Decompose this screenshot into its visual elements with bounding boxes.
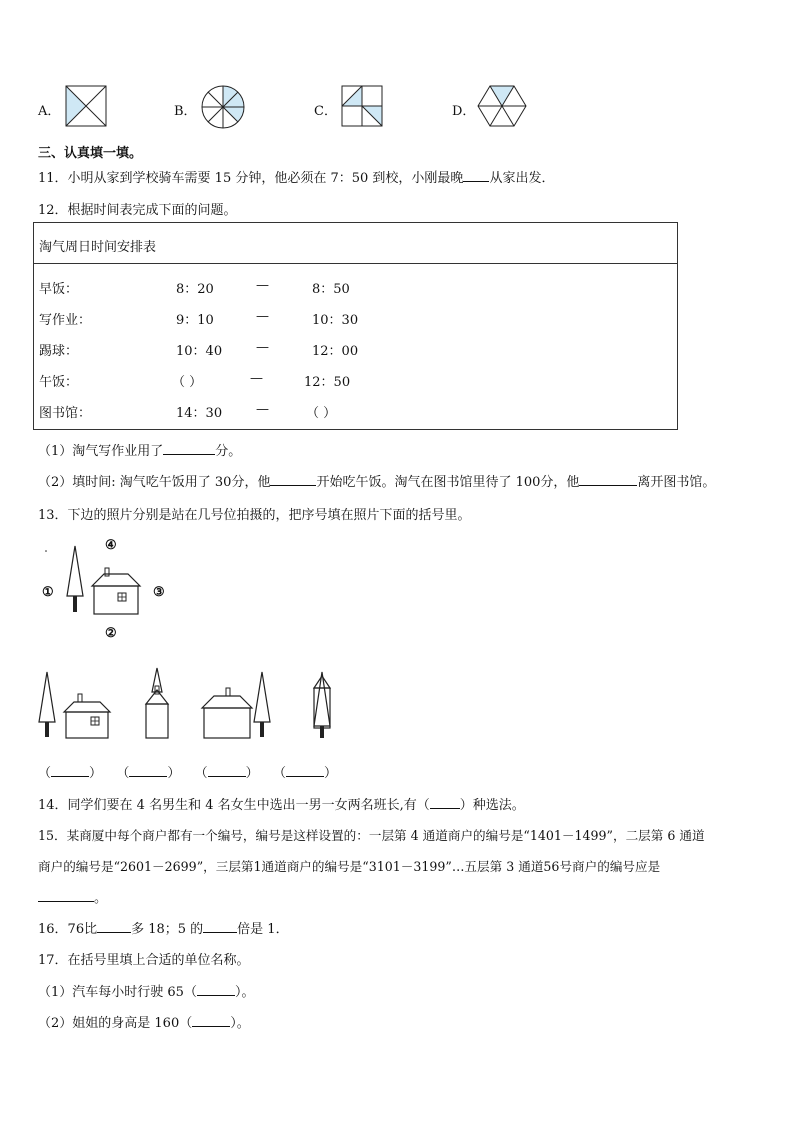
row-dash: —	[250, 371, 263, 386]
house-roof	[92, 574, 140, 586]
row-start: 8：20	[176, 282, 214, 297]
row-end: 10：30	[312, 313, 359, 328]
row-label: 写作业：	[39, 313, 92, 328]
row-start[interactable]: （ ）	[172, 375, 203, 390]
row-start: 10：40	[176, 344, 223, 359]
q17-sub2-text: （2）姐姐的身高是 160（	[38, 1016, 193, 1031]
row-label: 早饭：	[39, 282, 79, 297]
q11-text-start: 11．小明从家到学校骑车需要 15 分钟，他必须在 7：50 到校，小刚最晚	[38, 171, 464, 186]
q17-sub2	[38, 1012, 250, 1031]
photo-4	[314, 672, 330, 738]
q11-text-end: 从家出发．	[489, 171, 555, 186]
q17-sub1	[38, 981, 254, 1000]
photos-row	[36, 664, 356, 744]
q12-sub1	[38, 440, 241, 459]
position-2: ②	[105, 626, 117, 641]
q16-blank-1[interactable]	[97, 919, 131, 933]
hexagon-sixths-figure	[477, 84, 527, 128]
photo-3	[202, 672, 270, 738]
question-12: 12．根据时间表完成下面的问题。	[38, 203, 237, 218]
row-label: 午饭：	[39, 375, 79, 390]
question-15-line-3	[38, 887, 107, 906]
q12-sub2-text-a: （2）填时间: 淘气吃午饭用了 30分，他	[38, 475, 271, 490]
q17-sub2-end: ）。	[230, 1016, 250, 1031]
q12-sub2-text-c: 离开图书馆。	[637, 475, 716, 490]
q15-end: 。	[94, 891, 108, 906]
row-label: 踢球：	[39, 344, 79, 359]
photo-1	[39, 672, 110, 738]
row-label: 图书馆：	[39, 406, 92, 421]
square-x-quarter-figure	[64, 84, 108, 128]
q11-blank[interactable]	[463, 168, 489, 182]
q15-blank[interactable]	[38, 888, 94, 902]
q16-text-a: 16．76比	[38, 922, 98, 937]
q17-sub1-blank[interactable]	[197, 982, 235, 996]
timetable-divider	[33, 263, 678, 264]
q16-text-c: 倍是 1．	[237, 922, 289, 937]
q12-sub2-blank-2[interactable]	[579, 472, 637, 486]
row-end[interactable]: （ ）	[306, 406, 337, 421]
row-dash: —	[256, 309, 269, 324]
q12-sub2-text-b: 开始吃午饭。淘气在图书馆里待了 100分，他	[316, 475, 580, 490]
q14-blank[interactable]	[430, 795, 460, 809]
answer-1[interactable]: （ ）	[38, 766, 102, 781]
q14-text-start: 14．同学们要在 4 名男生和 4 名女生中选出一男一女两名班长,有（	[38, 798, 430, 813]
tree-shape	[67, 546, 83, 596]
row-end: 12：50	[304, 375, 351, 390]
square-triangles-figure	[340, 84, 384, 128]
question-11	[38, 167, 554, 186]
row-end: 8：50	[312, 282, 350, 297]
row-dash: —	[256, 402, 269, 417]
answer-4[interactable]: （ ）	[273, 766, 337, 781]
photo-answers	[38, 762, 337, 781]
q14-text-end: ）种选法。	[459, 798, 525, 813]
tree-trunk	[73, 596, 77, 612]
question-14	[38, 794, 525, 813]
row-end: 12：00	[312, 344, 359, 359]
option-d-label: D．	[452, 104, 476, 119]
row-start: 14：30	[176, 406, 223, 421]
question-15-line-2: 商户的编号是“2601－2699”，三层第1通道商户的编号是“3101－3199”…五层第 3 通道56号商户的编号应是	[38, 859, 661, 874]
option-a-label: A．	[38, 104, 61, 119]
section-title: 三、认真填一填。	[38, 146, 143, 161]
answer-3[interactable]: （ ）	[195, 766, 259, 781]
q16-text-b: 多 18；5 的	[131, 922, 204, 937]
q12-sub1-blank[interactable]	[163, 441, 215, 455]
position-4: ④	[105, 538, 117, 553]
q12-sub1-text: （1）淘气写作业用了	[38, 444, 164, 459]
q17-sub2-blank[interactable]	[192, 1013, 230, 1027]
position-1: ①	[42, 585, 54, 600]
question-15-line-1: 15．某商厦中每个商户都有一个编号，编号是这样设置的：一层第 4 通道商户的编号是“1401－1499”，二层第 6 通道	[38, 828, 705, 843]
row-dash: —	[256, 278, 269, 293]
question-17: 17．在括号里填上合适的单位名称。	[38, 953, 250, 968]
photo-2	[146, 668, 168, 738]
question-16	[38, 918, 289, 937]
answer-2[interactable]: （ ）	[116, 766, 180, 781]
circle-eighths-figure	[200, 84, 246, 130]
option-b-label: B．	[174, 104, 197, 119]
q17-sub1-end: ）。	[234, 985, 255, 1000]
timetable-title: 淘气周日时间安排表	[39, 240, 157, 255]
house-body	[94, 586, 138, 614]
position-3: ③	[153, 585, 165, 600]
option-c-label: C．	[314, 104, 337, 119]
question-13: 13．下边的照片分别是站在几号位拍摄的，把序号填在照片下面的括号里。	[38, 508, 471, 523]
row-start: 9：10	[176, 313, 214, 328]
q16-blank-2[interactable]	[203, 919, 237, 933]
q12-sub1-unit: 分。	[215, 444, 242, 459]
q17-sub1-text: （1）汽车每小时行驶 65（	[38, 985, 197, 1000]
q12-sub2-blank-1[interactable]	[270, 472, 316, 486]
row-dash: —	[256, 340, 269, 355]
q12-sub2	[38, 471, 715, 490]
